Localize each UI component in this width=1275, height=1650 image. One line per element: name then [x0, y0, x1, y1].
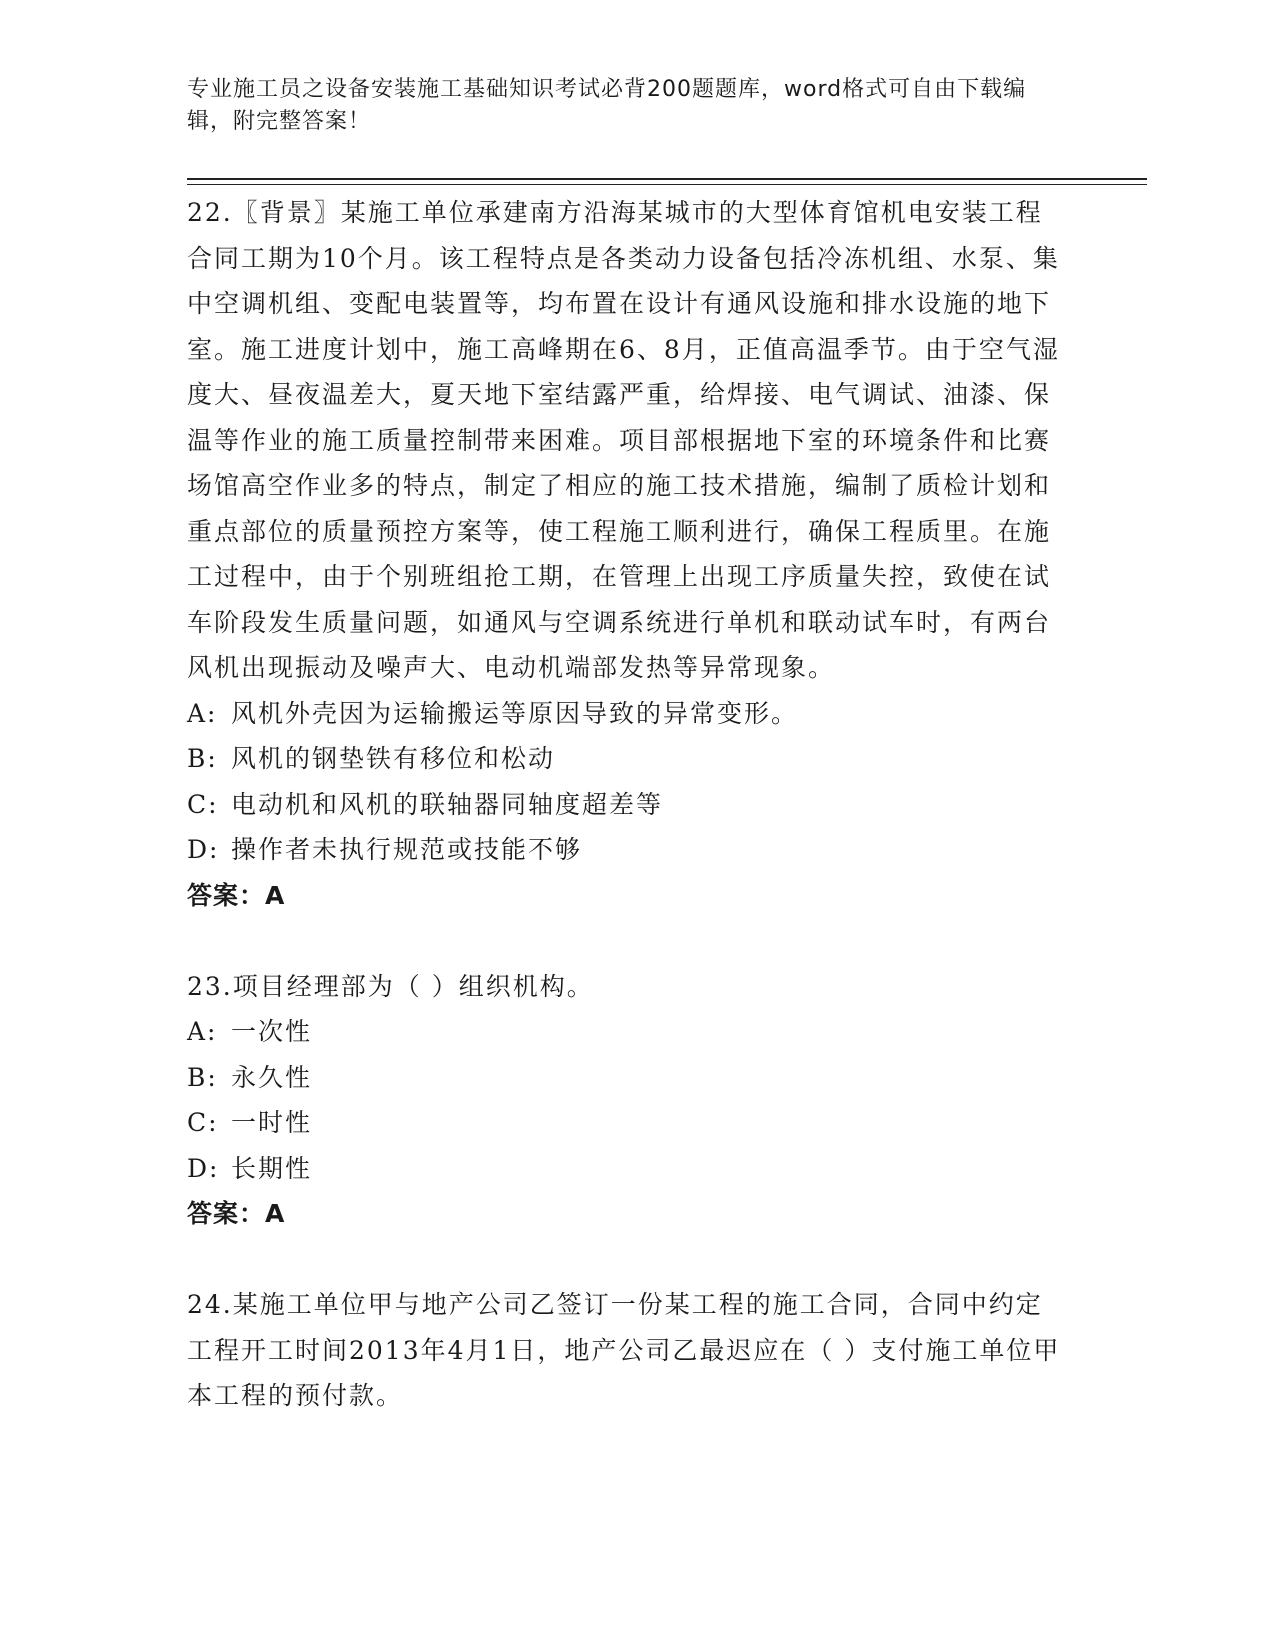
option-text: 风机外壳因为运输搬运等原因导致的异常变形。 — [231, 698, 799, 728]
option-label: B: — [187, 1062, 218, 1092]
option-label: C: — [187, 789, 219, 819]
answer-line: 答案：A — [187, 880, 286, 910]
option-text: 永久性 — [231, 1062, 313, 1092]
question-22 — [187, 190, 1067, 918]
option-label: A: — [187, 698, 218, 728]
option-d — [187, 827, 1067, 873]
question-text: 22.〖背景〗某施工单位承建南方沿海某城市的大型体育馆机电安装工程合同工期为10个月。该工程特点是各类动力设备包括冷冻机组、水泵、集中空调机组、变配电装置等，均布置在设计有通风设施和排水设施的地下室。施工进度计划中，施工高峰期在6、8月，正值高温季节。由于空气湿度大、昼夜温差大，夏天地下室结露严重，给焊接、电气调试、油漆、保温等作业的施工质量控制带来困难。项目部根据地下室的环境条件和比赛场馆高空作业多的特点，制定了相应的施工技术措施，编制了质检计划和重点部位的质量预控方案等，使工程施工顺利进行，确保工程质里。在施工过程中，由于个别班组抢工期，在管理上出现工序质量失控，致使在试车阶段发生质量问题，如通风与空调系统进行单机和联动试车时，有两台风机出现振动及噪声大、电动机端部发热等异常现象。 — [187, 198, 1060, 682]
option-label: C: — [187, 1108, 219, 1137]
option-text: 一次性 — [231, 1017, 313, 1046]
option-a — [187, 1009, 1067, 1055]
question-24 — [187, 1282, 1067, 1419]
option-label: D: — [187, 835, 220, 864]
option-b — [187, 736, 1067, 782]
header-divider — [187, 178, 1147, 180]
option-text: 长期性 — [231, 1153, 313, 1183]
option-text: 电动机和风机的联轴器同轴度超差等 — [231, 789, 664, 819]
option-label: B: — [187, 744, 218, 773]
option-c — [187, 782, 1067, 828]
question-23 — [187, 964, 1067, 1237]
document-header: 专业施工员之设备安装施工基础知识考试必背200题题库，word格式可自由下载编辑，附完整答案！ — [187, 77, 1027, 134]
answer-line: 答案：A — [187, 1199, 286, 1228]
option-text: 操作者未执行规范或技能不够 — [231, 835, 583, 864]
question-text: 23.项目经理部为（ ）组织机构。 — [187, 971, 594, 1001]
option-text: 一时性 — [231, 1108, 313, 1137]
header-divider-thin — [187, 184, 1147, 185]
option-d — [187, 1146, 1067, 1192]
option-label: D: — [187, 1153, 220, 1183]
option-text: 风机的钢垫铁有移位和松动 — [231, 744, 556, 773]
question-text: 24.某施工单位甲与地产公司乙签订一份某工程的施工合同，合同中约定工程开工时间2013年4月1日，地产公司乙最迟应在（ ）支付施工单位甲本工程的预付款。 — [187, 1290, 1061, 1410]
option-b — [187, 1055, 1067, 1101]
option-c — [187, 1100, 1067, 1146]
question-list — [187, 190, 1067, 1464]
option-label: A: — [187, 1017, 218, 1046]
option-a — [187, 691, 1067, 737]
